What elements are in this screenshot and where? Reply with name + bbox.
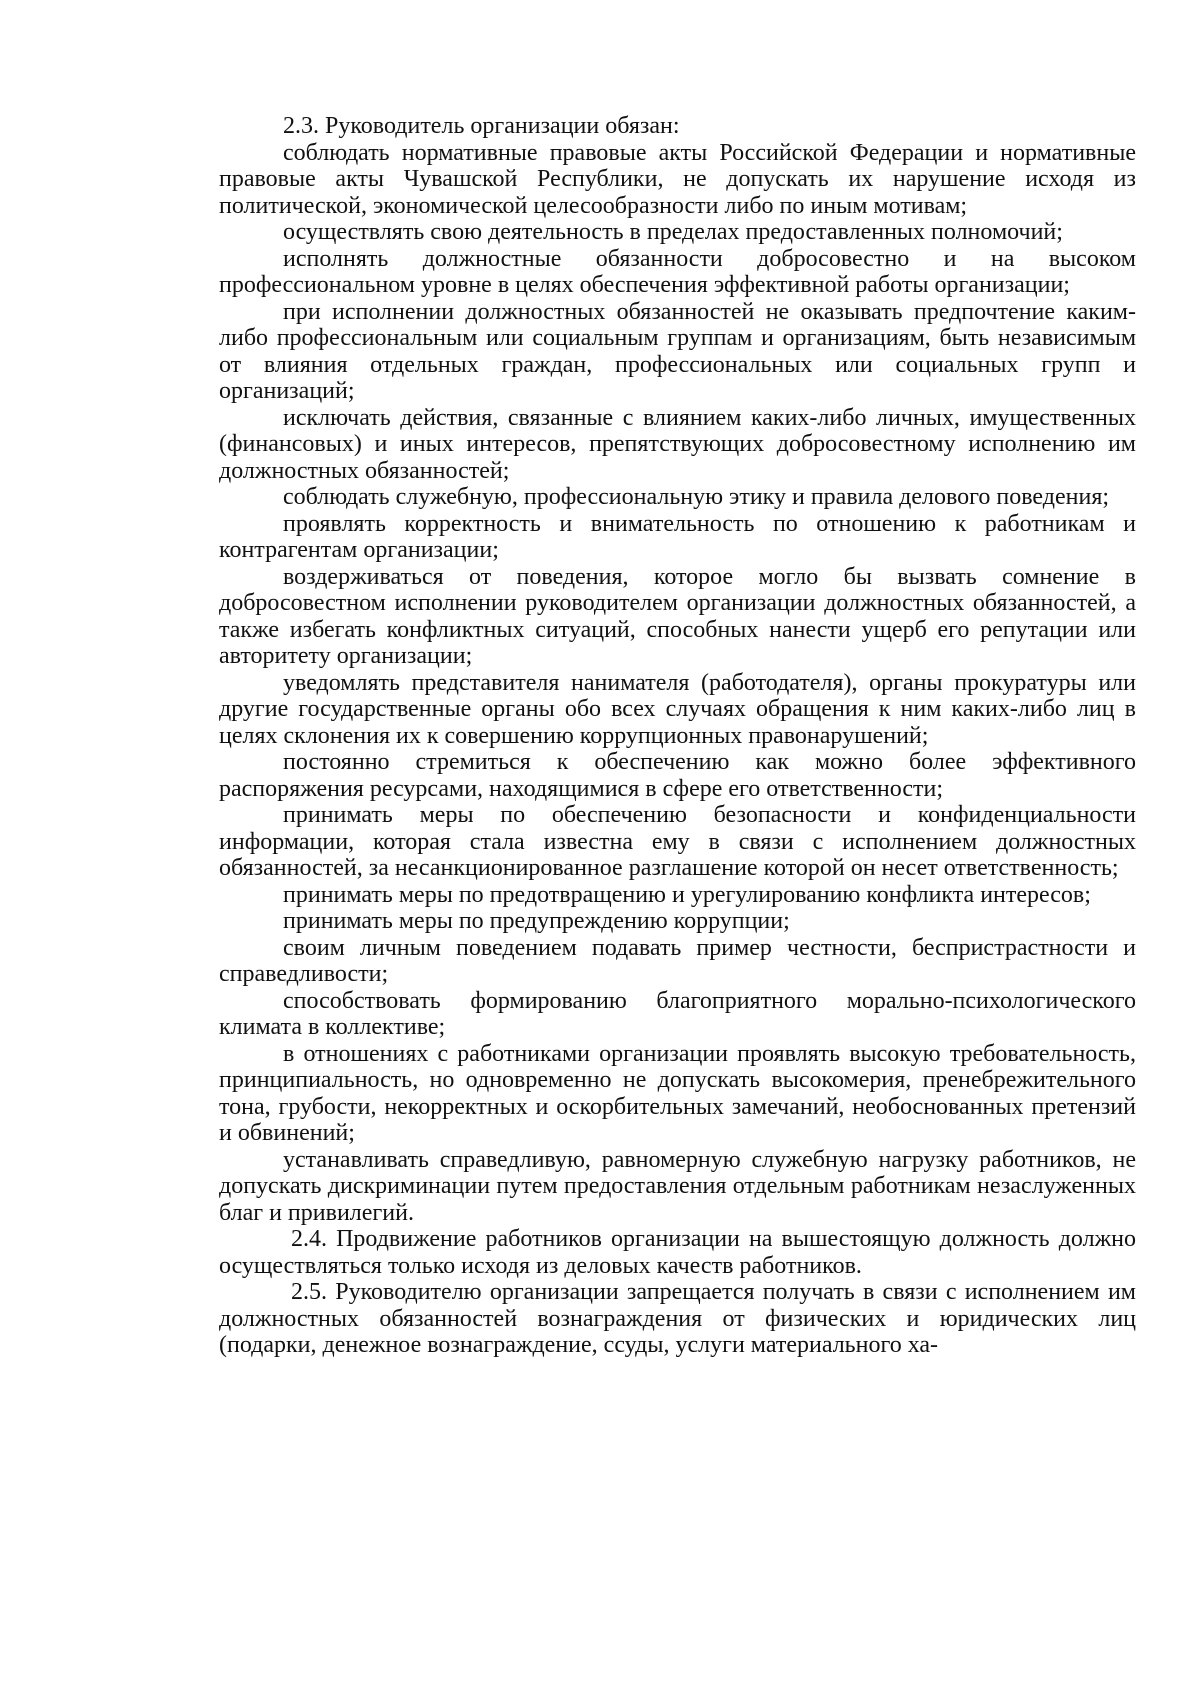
paragraph: постоянно стремиться к обеспечению как можно более эффективного распоряжения ресурсами, находящимися в сфере его ответственности;: [219, 749, 1136, 802]
paragraph: принимать меры по предотвращению и урегулированию конфликта интересов;: [283, 881, 1091, 908]
paragraph: воздерживаться от поведения, которое могло бы вызвать сомнение в добросовестном исполнении руководителем организации должностных обязанностей, а также избегать конфликтных ситуаций, способных нанести ущерб его репутации или авторитету организации;: [219, 563, 1136, 669]
paragraph: исполнять должностные обязанности добросовестно и на высоком профессиональном уровне в целях обеспечения эффективной работы организации;: [219, 245, 1136, 298]
paragraph: соблюдать нормативные правовые акты Российской Федерации и нормативные правовые акты Чувашской Республики, не допускать их нарушение исходя из политической, экономической целесообразности либо по иным мотивам;: [219, 139, 1136, 219]
paragraph: в отношениях с работниками организации проявлять высокую требовательность, принципиальность, но одновременно не допускать высокомерия, пренебрежительного тона, грубости, некорректных и оскорбительных замечаний, необоснованных претензий и обвинений;: [219, 1040, 1136, 1146]
paragraph: проявлять корректность и внимательность по отношению к работникам и контрагентам организации;: [219, 510, 1136, 563]
section-2-4-paragraph: 2.4. Продвижение работников организации на вышестоящую должность должно осуществляться только исходя из деловых качеств работников.: [219, 1226, 1136, 1279]
paragraph: способствовать формированию благоприятного морально-психологического климата в коллективе;: [219, 987, 1136, 1040]
paragraph: своим личным поведением подавать пример честности, беспристрастности и справедливости;: [219, 934, 1136, 987]
paragraph: устанавливать справедливую, равномерную служебную нагрузку работников, не допускать дискриминации путем предоставления отдельным работникам незаслуженных благ и привилегий.: [219, 1146, 1136, 1226]
paragraph: принимать меры по обеспечению безопасности и конфиденциальности информации, которая стала известна ему в связи с исполнением должностных обязанностей, за несанкционированное разглашение которой он несет ответственность;: [219, 802, 1136, 881]
paragraph: уведомлять представителя нанимателя (работодателя), органы прокуратуры или другие государственные органы обо всех случаях обращения к ним каких-либо лиц в целях склонения их к совершению коррупционных правонарушений;: [219, 669, 1136, 749]
paragraph: принимать меры по предупреждению коррупции;: [283, 908, 790, 934]
section-2-3-heading: 2.3. Руководитель организации обязан:: [283, 113, 680, 139]
paragraph: исключать действия, связанные с влиянием каких-либо личных, имущественных (финансовых) и иных интересов, препятствующих добросовестному исполнению им должностных обязанностей;: [219, 404, 1136, 484]
document-body: [219, 113, 1136, 1359]
paragraph: осуществлять свою деятельность в пределах предоставленных полномочий;: [283, 219, 1063, 245]
section-2-5-paragraph: 2.5. Руководителю организации запрещается получать в связи с исполнением им должностных обязанностей вознаграждения от физических и юридических лиц (подарки, денежное вознаграждение, ссуды, услуги материального ха-: [219, 1279, 1136, 1358]
paragraph: соблюдать служебную, профессиональную этику и правила делового поведения;: [283, 484, 1110, 510]
paragraph: при исполнении должностных обязанностей не оказывать предпочтение каким-либо профессиональным или социальным группам и организациям, быть независимым от влияния отдельных граждан, профессиональных или социальных групп и организаций;: [219, 298, 1136, 404]
